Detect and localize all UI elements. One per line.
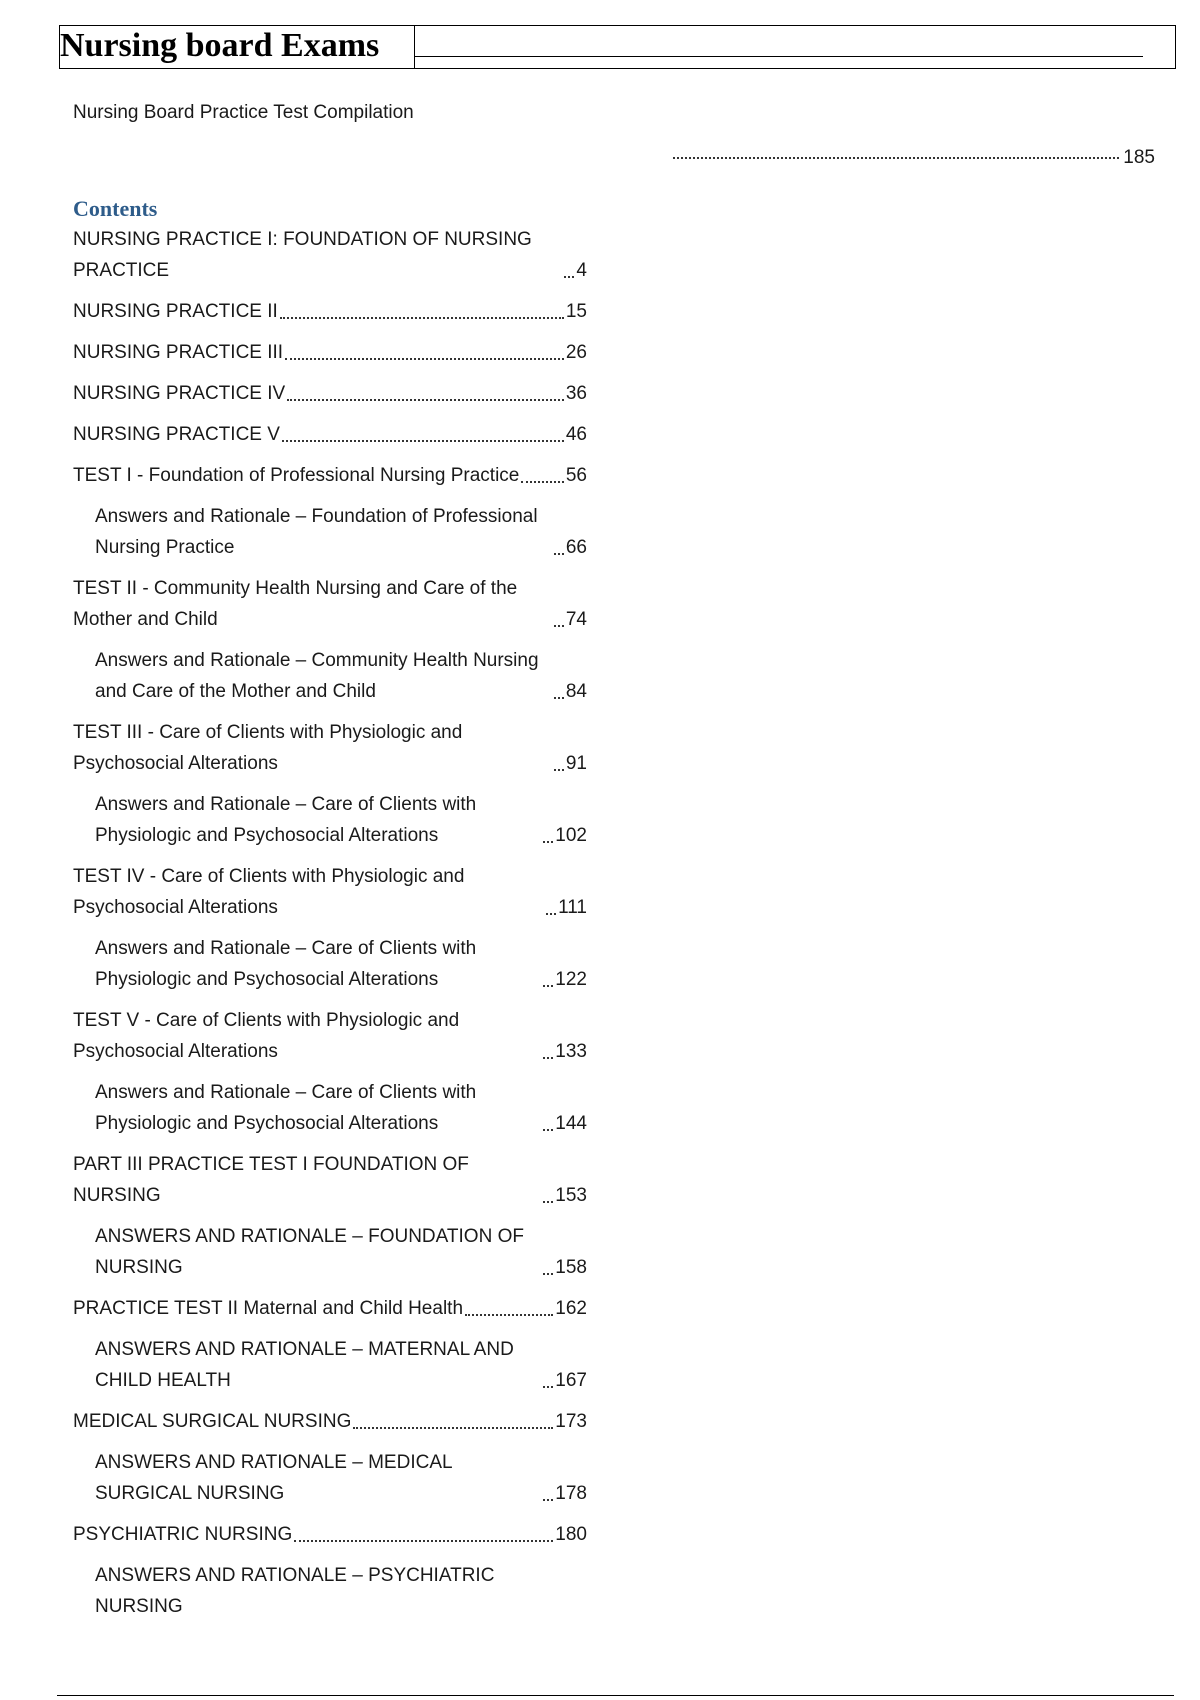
toc-leader — [294, 1540, 553, 1542]
toc-leader — [564, 276, 574, 278]
header-rule — [415, 56, 1143, 57]
toc-entry[interactable] — [73, 1406, 587, 1437]
toc-entry[interactable] — [73, 861, 587, 923]
toc-entry[interactable] — [73, 1293, 587, 1324]
toc-leader — [554, 625, 564, 627]
header-title-cell — [60, 26, 415, 68]
toc-page-number: 56 — [565, 465, 587, 486]
footer-rule — [57, 1695, 1174, 1696]
toc-entry[interactable] — [73, 378, 587, 409]
toc-leader — [280, 317, 564, 319]
toc-entry-label: NURSING PRACTICE III — [73, 342, 284, 363]
toc-leader — [554, 697, 564, 699]
toc-leader — [353, 1427, 553, 1429]
top-toc-entry[interactable] — [673, 146, 1155, 170]
document-subtitle: Nursing Board Practice Test Compilation — [73, 102, 414, 123]
toc-entry-label: NURSING PRACTICE IV — [73, 383, 286, 404]
toc-entry-label: NURSING PRACTICE I: FOUNDATION OF NURSING PRACTICE — [73, 229, 532, 281]
toc-subentry[interactable] — [73, 1334, 587, 1396]
toc-leader — [287, 399, 564, 401]
toc-leader — [543, 1386, 553, 1388]
toc-entry[interactable] — [73, 573, 587, 635]
toc-leader — [465, 1314, 553, 1316]
toc-leader — [543, 985, 553, 987]
toc-page-number: 26 — [565, 342, 587, 363]
toc-leader — [543, 1057, 553, 1059]
toc-page-number: 36 — [565, 383, 587, 404]
toc-entry-label: Answers and Rationale – Care of Clients with Physiologic and Psychosocial Alterations — [95, 1082, 477, 1134]
toc-entry-label: PART III PRACTICE TEST I FOUNDATION OF NURSING — [73, 1154, 469, 1206]
toc-subentry[interactable] — [73, 1447, 587, 1509]
toc-page-number: 153 — [555, 1185, 587, 1206]
toc-entry[interactable] — [73, 460, 587, 491]
toc-entry-label: NURSING PRACTICE V — [73, 424, 280, 445]
toc-leader — [543, 1129, 553, 1131]
toc-subentry[interactable] — [73, 1560, 587, 1622]
toc-page-number: 178 — [555, 1483, 587, 1504]
toc-entry[interactable] — [73, 419, 587, 450]
toc-page-number: 167 — [555, 1370, 587, 1391]
contents-heading: Contents — [73, 196, 158, 221]
toc-subentry[interactable] — [73, 933, 587, 995]
toc-entry[interactable] — [73, 1519, 587, 1550]
toc-subentry[interactable] — [73, 1221, 587, 1283]
toc-entry[interactable] — [73, 1149, 587, 1211]
toc-page-number: 46 — [565, 424, 587, 445]
toc-entry-label: TEST IV - Care of Clients with Physiologic and Psychosocial Alterations — [73, 866, 465, 918]
toc-leader — [546, 913, 556, 915]
toc-page-number: 133 — [555, 1041, 587, 1062]
toc-page-number: 185 — [1123, 147, 1155, 168]
toc-entry-label: MEDICAL SURGICAL NURSING — [73, 1411, 352, 1432]
toc-entry-label: TEST I - Foundation of Professional Nursing Practice — [73, 465, 520, 486]
toc-leader — [543, 841, 553, 843]
toc-page-number: 180 — [555, 1524, 587, 1545]
toc-entry[interactable] — [73, 1005, 587, 1067]
toc-entry-label: PSYCHIATRIC NURSING — [73, 1524, 293, 1545]
toc-leader — [543, 1499, 553, 1501]
toc-entry-label: Answers and Rationale – Care of Clients with Physiologic and Psychosocial Alterations — [95, 938, 477, 990]
toc-page-number: 4 — [576, 260, 587, 281]
toc-page-number: 173 — [555, 1411, 587, 1432]
page-header — [59, 25, 1176, 69]
toc-entry-label: ANSWERS AND RATIONALE – PSYCHIATRIC NURSING — [95, 1565, 495, 1617]
toc-subentry[interactable] — [73, 645, 587, 707]
toc-subentry[interactable] — [73, 789, 587, 851]
toc-entry[interactable] — [73, 337, 587, 368]
toc-entry-label: NURSING PRACTICE II — [73, 301, 278, 322]
toc-page-number: 15 — [565, 301, 587, 322]
toc-entry[interactable] — [73, 717, 587, 779]
toc-entry[interactable] — [73, 296, 587, 327]
toc-page-number: 66 — [565, 537, 587, 558]
toc-leader — [554, 553, 564, 555]
toc-subentry[interactable] — [73, 1077, 587, 1139]
toc-entry[interactable] — [73, 224, 587, 286]
toc-leader — [543, 1273, 553, 1275]
toc-entry-label: ANSWERS AND RATIONALE – MEDICAL SURGICAL NURSING — [95, 1452, 452, 1504]
toc-entry-label: ANSWERS AND RATIONALE – FOUNDATION OF NURSING — [95, 1226, 524, 1278]
toc-leader — [285, 358, 564, 360]
toc-page-number: 122 — [555, 969, 587, 990]
toc-entry-label: TEST V - Care of Clients with Physiologic and Psychosocial Alterations — [73, 1010, 460, 1062]
toc-leader — [554, 769, 564, 771]
toc-page-number: 144 — [555, 1113, 587, 1134]
toc-page-number: 84 — [565, 681, 587, 702]
toc-entry-label: Answers and Rationale – Community Health Nursing and Care of the Mother and Child — [95, 650, 539, 702]
toc-leader — [673, 157, 1119, 159]
toc-entry-label: PRACTICE TEST II Maternal and Child Health — [73, 1298, 464, 1319]
toc-page-number: 162 — [555, 1298, 587, 1319]
toc-entry-label: TEST III - Care of Clients with Physiologic and Psychosocial Alterations — [73, 722, 463, 774]
toc-page-number: 102 — [555, 825, 587, 846]
toc-entry-label: TEST II - Community Health Nursing and Care of the Mother and Child — [73, 578, 518, 630]
toc-leader — [543, 1201, 553, 1203]
toc-page-number: 91 — [565, 753, 587, 774]
toc-entry-label: Answers and Rationale – Care of Clients with Physiologic and Psychosocial Alterations — [95, 794, 477, 846]
toc-entry-label: Answers and Rationale – Foundation of Professional Nursing Practice — [95, 506, 538, 558]
toc-leader — [521, 481, 564, 483]
toc-subentry[interactable] — [73, 501, 587, 563]
toc-entry-label: ANSWERS AND RATIONALE – MATERNAL AND CHILD HEALTH — [95, 1339, 514, 1391]
toc-page-number: 111 — [558, 897, 587, 918]
toc-page-number: 158 — [555, 1257, 587, 1278]
toc-leader — [282, 440, 564, 442]
table-of-contents — [73, 224, 587, 1622]
page-title: Nursing board Exams — [60, 27, 380, 64]
toc-page-number: 74 — [565, 609, 587, 630]
